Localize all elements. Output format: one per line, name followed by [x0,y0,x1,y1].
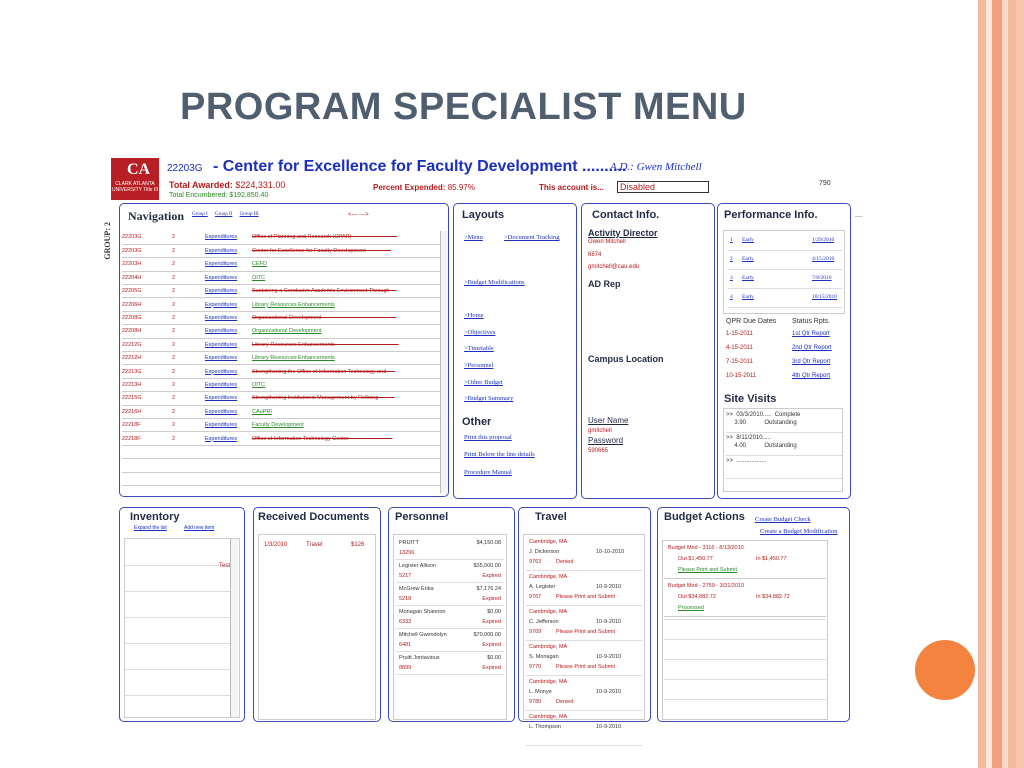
report-number: 3 [730,275,733,281]
ad-extension: 6874 [588,252,602,258]
inventory-panel [119,507,245,722]
contact-panel [581,203,715,499]
received-amount: $126 [351,542,365,548]
objectives-link[interactable]: >Objectives [464,329,496,336]
other-title: Other [462,416,492,428]
group-links [192,212,265,217]
travel-id: 9767 [529,594,542,600]
layouts-title: Layouts [462,209,505,221]
list-divider [125,591,231,592]
travel-row[interactable] [526,642,642,676]
group-num-cell: 2 [172,392,205,405]
expenditures-link[interactable]: Expenditures [205,378,252,391]
account-row[interactable] [122,311,440,324]
person-name: Pruitt Jontavious [399,655,440,661]
qpr-due-date: 10-15-2011 [726,373,757,379]
budget-mod-status[interactable]: Processed [678,605,704,611]
person-id: 13296 [399,550,415,556]
expenditures-link[interactable]: Expenditures [205,338,252,351]
qpr-due-date: 7-15-2011 [726,359,753,365]
received-title: Received Documents [258,511,370,523]
list-divider [125,617,231,618]
account-desc-link[interactable]: OITC [252,271,440,284]
travel-date: 10-10-2010 [596,549,625,555]
travel-date: 10-9-2010 [596,654,622,660]
performance-title: Performance Info. [724,209,818,221]
person-status: Expired [482,596,501,602]
nav-scrollbar[interactable] [440,231,448,493]
visit-line-1: >> 8/11/2010..... [726,435,771,441]
account-desc-link[interactable]: OITC [252,378,440,391]
expenditures-link[interactable]: Expenditures [205,418,252,431]
empty-row [122,472,440,485]
account-row[interactable] [122,405,440,418]
procedure-manual-link[interactable]: Procedure Manual [464,469,512,476]
navigation-panel [119,203,449,497]
record-number: 790 [819,180,831,187]
person-id: 5217 [399,573,412,579]
account-code-cell: 22208G [122,311,172,324]
travel-person: J. Dickerson [529,549,560,555]
group-num-cell: 2 [172,432,205,445]
ad-rep-label: AD Rep [588,279,621,289]
report-number: 4 [730,294,733,300]
expenditures-link[interactable]: Expenditures [205,405,252,418]
account-row[interactable] [122,271,440,284]
travel-status: Denied [556,699,574,705]
accounts-table [122,231,440,486]
travel-place: Cambridge, MA [529,539,568,545]
report-number: 1 [730,237,733,243]
list-divider [664,679,826,680]
empty-row [122,459,440,472]
inventory-scrollbar[interactable] [230,539,238,717]
travel-row[interactable] [526,712,642,746]
account-code-cell: 22213H [122,378,172,391]
travel-status: Please Print and Submit [556,594,616,600]
password-value: 590665 [588,448,609,454]
list-divider [125,669,231,670]
travel-row[interactable] [526,572,642,606]
travel-row[interactable] [526,677,642,711]
budget-out-amount: Out $1,450.77 [678,556,713,562]
travel-status: Please Print and Submit [556,664,616,670]
travel-place: Cambridge, MA [529,644,568,650]
account-desc-link[interactable]: CEFD [252,258,440,271]
person-id: 8899 [399,665,412,671]
quarterly-report-link[interactable]: 4th Qtr Report [792,373,831,379]
group-num-cell: 2 [172,258,205,271]
performance-panel [717,203,851,499]
contact-title: Contact Info. [592,209,660,221]
account-desc-link[interactable]: Library Resources Enhancements ---------------------------------- [252,338,440,351]
group-num-cell: 2 [172,365,205,378]
print-below-line-link[interactable]: Print Below the line details [464,451,535,458]
account-code-cell: 22203H [122,258,172,271]
visit-line-1: >> .................. [726,458,767,464]
site-visit-row[interactable] [726,457,842,479]
qpr-header: QPR Due Dates [726,318,777,325]
travel-place: Cambridge, MA [529,574,568,580]
budget-in-amount: In $1,450.77 [756,556,787,562]
report-row[interactable] [728,237,842,251]
account-code-cell: 22215G [122,392,172,405]
account-row[interactable] [122,418,440,431]
account-row[interactable] [122,365,440,378]
report-status-link[interactable]: Early [742,294,754,300]
navigation-title: Navigation [128,209,185,223]
travel-date: 10-9-2010 [596,724,622,730]
group-3-link[interactable]: Group III [239,212,259,217]
budget-mods-list [662,540,828,720]
account-desc-link[interactable]: Center for Excellence for Faculty Development ------------- [252,244,440,257]
add-item-link[interactable]: Add new item [184,525,215,531]
account-row[interactable] [122,244,440,257]
account-desc-link[interactable]: Office of Planning and Research (OPAR) ------------------------ [252,231,440,244]
travel-person: L. Thompson [529,724,562,730]
page-arrows[interactable]: <--- ---> [348,212,369,218]
personnel-row[interactable] [396,561,504,583]
account-code-cell: 22212H [122,352,172,365]
account-desc-link[interactable]: CAuPRI [252,405,440,418]
account-desc-link[interactable]: Library Resources Enhancements [252,352,440,365]
travel-person: L. Monye [529,689,552,695]
slide-title: PROGRAM SPECIALIST MENU [180,86,747,128]
budget-summary-link[interactable]: >Budget Summary [464,395,514,402]
person-id: 6481 [399,642,412,648]
group-num-cell: 2 [172,338,205,351]
group-num-cell: 2 [172,325,205,338]
travel-row[interactable] [526,607,642,641]
account-desc-link[interactable]: Organizational Development [252,325,440,338]
group-num-cell: 2 [172,298,205,311]
travel-person: S. Monagan [529,654,559,660]
quarterly-report-link[interactable]: 2nd Qtr Report [792,345,832,351]
person-id: 6333 [399,619,412,625]
qpr-due-date: 4-15-2011 [726,345,753,351]
group-num-cell: 2 [172,352,205,365]
list-divider [125,695,231,696]
personnel-title: Personnel [395,511,449,523]
visit-line-2: 4.00 Outstanding [726,443,797,450]
total-awarded: Total Awarded: $224,331.00 [169,180,286,190]
person-amount: $0.00 [487,655,501,661]
report-date-link[interactable]: 10/15/2010 [812,294,838,300]
report-status-link[interactable]: Early [742,256,754,262]
group-num-cell: 2 [172,378,205,391]
person-status: Expired [482,642,501,648]
report-number: 2 [730,256,733,262]
list-divider [664,639,826,640]
person-name: Legister Allison [399,563,436,569]
budget-mod-header: Budget Mod - 2759 - 3/31/2010 [668,583,745,589]
account-code-cell: 22208H [122,325,172,338]
report-date-link[interactable]: 7/8/2010 [812,275,832,281]
total-encumbered: Total Encumbered: $192,850.40 [169,192,269,199]
activity-director-label: Activity Director [588,228,658,238]
quarterly-report-link[interactable]: 1st Qtr Report [792,331,830,337]
received-date: 1/3/2010 [264,542,288,548]
received-list [258,534,376,720]
account-row[interactable] [122,298,440,311]
account-code-cell: 22205G [122,285,172,298]
travel-id: 9780 [529,699,542,705]
expenditures-link[interactable]: Expenditures [205,231,252,244]
expenditures-link[interactable]: Expenditures [205,432,252,445]
person-amount: $35,000.00 [473,563,501,569]
qpr-due-date: 1-15-2011 [726,331,753,337]
university-logo: CA CLARK ATLANTA UNIVERSITY Title III [111,158,159,200]
list-divider [664,619,826,620]
person-id: 5218 [399,596,412,602]
list-divider [664,699,826,700]
status-header: Status Rpts. [792,318,831,325]
travel-status: Denied [556,559,574,565]
side-dots: .... [855,212,863,219]
account-code-cell: 22203G [122,231,172,244]
expenditures-link[interactable]: Expenditures [205,365,252,378]
account-code-cell: 22216H [122,405,172,418]
personnel-row[interactable] [396,607,504,629]
group-num-cell: 2 [172,244,205,257]
budget-mod-header: Budget Mod - 3116 - 8/13/2010 [668,545,744,551]
password-label: Password [588,436,624,445]
layouts-panel [453,203,577,499]
site-visit-row[interactable] [726,434,842,456]
account-code-cell: 22212G [122,338,172,351]
account-row[interactable] [122,432,440,445]
personnel-list [393,534,507,720]
group-num-cell: 2 [172,285,205,298]
account-desc-link[interactable]: Faculty Development [252,418,440,431]
list-divider [664,659,826,660]
received-type: Travel [306,542,323,548]
account-code: 22203G [167,163,203,174]
account-code-cell: 22206H [122,298,172,311]
create-budget-mod-link[interactable]: Create a Budget Modification [760,528,838,535]
visit-line-1: >> 03/3/2010..... Complete [726,412,801,418]
expenditures-link[interactable]: Expenditures [205,271,252,284]
decorative-circle [915,640,975,700]
account-row[interactable] [122,338,440,351]
report-status-link[interactable]: Early [742,237,754,243]
account-code-cell: 22203G [122,244,172,257]
group-num-cell: 2 [172,231,205,244]
travel-place: Cambridge, MA [529,679,568,685]
travel-date: 10-9-2010 [596,619,622,625]
menu-link[interactable]: >Menu [464,234,483,241]
personnel-panel [388,507,515,722]
home-link[interactable]: >Home [464,312,484,319]
person-name: PRUITT [399,540,419,546]
report-row[interactable] [728,256,842,270]
group-2-link[interactable]: Group II [214,212,233,217]
travel-id: 9769 [529,629,542,635]
budget-mod-row[interactable] [664,581,826,617]
account-row[interactable] [122,231,440,244]
personnel-link[interactable]: >Personnel [464,362,494,369]
expenditures-link[interactable]: Expenditures [205,298,252,311]
travel-list [523,534,645,730]
print-proposal-link[interactable]: Print this proposal [464,434,512,441]
personnel-row[interactable] [396,630,504,652]
activity-director: A.D.: Gwen Mitchell [610,161,702,173]
account-desc-link[interactable]: Organizational Development ---------------------------------------- [252,311,440,324]
account-code-cell: 22213G [122,365,172,378]
reports-list [723,230,845,314]
group-num-cell: 2 [172,418,205,431]
account-status-select[interactable]: Disabled [617,181,709,193]
inventory-item: Test [219,563,231,569]
account-row[interactable] [122,378,440,391]
person-name: Monagan Shannon [399,609,446,615]
budget-in-amount: In $34,882.72 [756,594,790,600]
account-desc-link[interactable]: Library Resources Enhancements [252,298,440,311]
app-screenshot [103,150,863,730]
account-row[interactable] [122,258,440,271]
expenditures-link[interactable]: Expenditures [205,311,252,324]
expenditures-link[interactable]: Expenditures [205,392,252,405]
ad-email: gmitchell@cau.edu [588,264,640,270]
site-visits-list [723,408,843,492]
visit-line-2: 3.90 Outstanding [726,420,797,427]
empty-row [122,445,440,458]
travel-date: 10-9-2010 [596,584,622,590]
account-desc-link[interactable]: Strengthening the Office of Information Technology and ---- [252,365,440,378]
account-code-cell: 22218F [122,432,172,445]
other-budget-link[interactable]: >Other Budget [464,379,503,386]
campus-location-label: Campus Location [588,354,664,364]
travel-date: 10-9-2010 [596,689,622,695]
account-row[interactable] [122,285,440,298]
budget-title: Budget Actions [664,511,745,523]
expenditures-link[interactable]: Expenditures [205,285,252,298]
account-status-label: This account is... [539,183,604,192]
account-row[interactable] [122,352,440,365]
travel-id: 9763 [529,559,542,565]
group-label: GROUP: 2 [103,222,112,260]
account-desc-link[interactable]: Office of Information Technology Center ----------------------- [252,432,440,445]
person-amount: $7,176.24 [476,586,501,592]
decorative-stripes [978,0,1024,768]
group-num-cell: 2 [172,271,205,284]
travel-title: Travel [535,511,567,523]
account-code-cell: 22218F [122,418,172,431]
account-desc-link[interactable]: Strengthening Institutional Management by Refining -------- [252,392,440,405]
travel-person: A. Legister [529,584,556,590]
quarterly-report-link[interactable]: 3rd Qtr Report [792,359,831,365]
report-date-link[interactable]: 4/15/2010 [812,256,835,262]
budget-out-amount: Out $34,882.72 [678,594,716,600]
site-visits-title: Site Visits [724,393,777,405]
expand-list-link[interactable]: Expand the list [134,525,167,531]
personnel-row[interactable] [396,653,504,675]
travel-status: Please Print and Submit [556,629,616,635]
site-visit-row[interactable] [726,411,842,433]
report-row[interactable] [728,275,842,289]
account-code-cell: 22204H [122,271,172,284]
expenditures-link[interactable]: Expenditures [205,258,252,271]
person-amount: $4,150.08 [476,540,501,546]
ad-name: Gwen Mitchell [588,239,626,245]
budget-mod-status[interactable]: Please Print and Submit [678,567,738,573]
budget-modifications-link[interactable]: >Budget Modifications [464,279,525,286]
person-amount: $70,000.00 [473,632,501,638]
budget-mod-row[interactable] [664,543,826,579]
group-num-cell: 2 [172,311,205,324]
expenditures-link[interactable]: Expenditures [205,352,252,365]
travel-row[interactable] [526,537,642,571]
account-row[interactable] [122,392,440,405]
percent-expended: Percent Expended: 85.97% [373,183,475,192]
report-row[interactable] [728,294,842,308]
travel-place: Cambridge, MA [529,609,568,615]
travel-place: Cambridge, MA [529,714,568,720]
travel-panel [518,507,651,730]
timetable-link[interactable]: >Timetable [464,345,494,352]
report-status-link[interactable]: Early [742,275,754,281]
travel-person: C. Jefferson [529,619,559,625]
account-row[interactable] [122,325,440,338]
group-num-cell: 2 [172,405,205,418]
person-status: Expired [482,573,501,579]
group-1-link[interactable]: Group I [192,212,208,217]
list-divider [125,565,231,566]
expenditures-link[interactable]: Expenditures [205,325,252,338]
document-tracking-link[interactable]: >Document Tracking [504,234,560,241]
user-name-value: gmitchell [588,428,612,434]
received-documents-panel [253,507,381,722]
create-budget-check-link[interactable]: Create Budget Check [755,516,811,523]
account-title: - Center for Excellence for Faculty Development .......... [213,158,627,175]
list-divider [125,643,231,644]
user-name-label: User Name [588,416,629,425]
person-status: Expired [482,665,501,671]
person-name: Mitchell Gwendolyn [399,632,447,638]
budget-actions-panel [657,507,850,722]
person-status: Expired [482,619,501,625]
account-desc-link[interactable]: Sustaining a Conducive Academic Environment Through --- [252,285,440,298]
person-amount: $0.00 [487,609,501,615]
personnel-row[interactable] [396,538,504,560]
travel-id: 9770 [529,664,542,670]
personnel-row[interactable] [396,584,504,606]
report-date-link[interactable]: 1/29/2010 [812,237,835,243]
expenditures-link[interactable]: Expenditures [205,244,252,257]
inventory-title: Inventory [130,511,180,523]
person-name: McGrew Erika [399,586,434,592]
